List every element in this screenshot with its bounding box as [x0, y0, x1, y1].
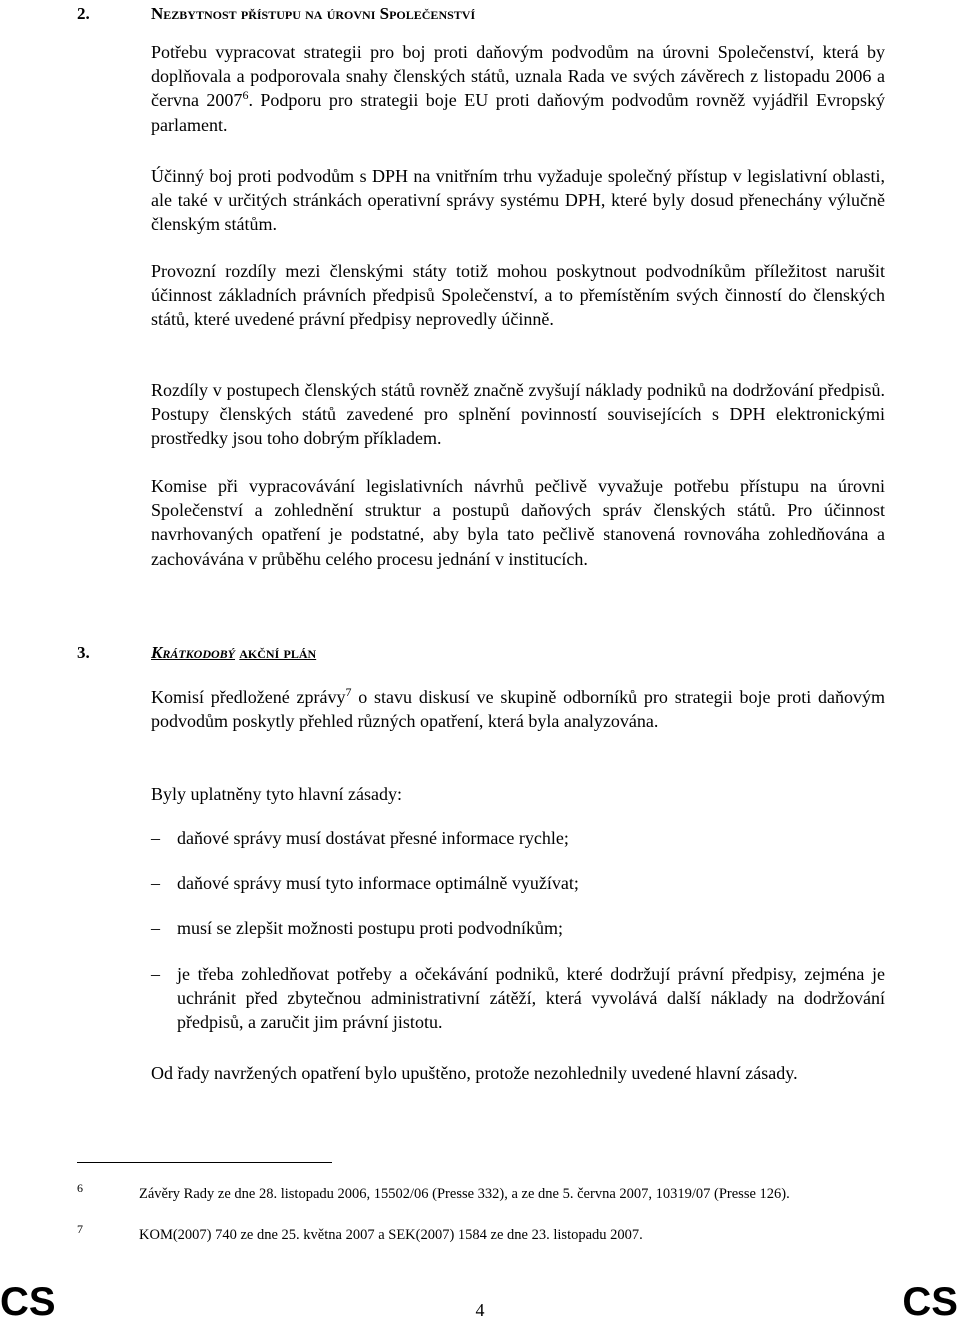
- footnote-ref-7[interactable]: 7: [345, 685, 352, 699]
- section-2-heading: [77, 4, 897, 24]
- list-item: – musí se zlepšit možnosti postupu proti podvodníkům;: [151, 916, 885, 940]
- section-3-title-italic: Krátkodobý: [151, 643, 236, 662]
- footnote-ref-6[interactable]: 6: [242, 88, 249, 103]
- list-item: – je třeba zohledňovat potřeby a očekávání podniků, které dodržují právní předpisy, zejména je uchránit před zbytečnou administrativní zátěží, která vyvolává další náklady na dodržování předpisů, a zaručit jim právní jistotu.: [151, 963, 885, 1033]
- footer-language-right: CS: [902, 1280, 958, 1324]
- section-3-title: [151, 643, 316, 663]
- section-2-number: 2.: [77, 4, 90, 23]
- page-number: 4: [475, 1300, 485, 1320]
- principles-list: [151, 826, 885, 1055]
- dash-bullet-icon: –: [151, 918, 160, 939]
- section-2-paragraph-1: Potřebu vypracovat strategii pro boj proti daňovým podvodům na úrovni Společenství, která by doplňovala a podporovala snahy členských států, uznala Rada ve svých závěrech z listopadu 2006 a června 2007$^6$. Podporu pro strategii boje EU proti daňovým podvodům rovněž vyjádřil Evropský parlament.: [151, 42, 885, 135]
- section-2-paragraph-4: Rozdíly v postupech členských států rovněž značně zvyšují náklady podniků na dodržování předpisů. Postupy členských států zavedené pro splnění povinností souvisejících s DPH elektronickými prostředky jsou toho dobrým příkladem.: [151, 380, 885, 449]
- dash-bullet-icon: –: [151, 963, 160, 984]
- section-2-paragraph-5: Komise při vypracovávání legislativních návrhů pečlivě vyvažuje potřebu přístupu na úrovni Společenství a zohlednění struktur a postupů daňových správ členských států. Pro účinnost navrhovaných opatření je podstatné, aby byla tato pečlivě stanovená rovnováha zohledňována a zachovávána v průběhu celého procesu jednání v institucích.: [151, 476, 885, 569]
- footnote-separator: [77, 1162, 332, 1163]
- section-2-paragraph-3: Provozní rozdíly mezi členskými státy totiž mohou poskytnout podvodníkům příležitost narušit účinnost základních právních předpisů Společenství, a to přemístěním svých činností do členských států, které uvedené právní předpisy neprovedly účinně.: [151, 261, 885, 330]
- section-2-title: Nezbytnost přístupu na úrovni Společenství: [151, 4, 476, 23]
- principles-lead: Byly uplatněny tyto hlavní zásady:: [151, 784, 402, 804]
- footnote-6-mark: 6: [77, 1181, 83, 1195]
- section-3-closing: Od řady navržených opatření bylo upuštěno, protože nezohlednily uvedené hlavní zásady.: [151, 1063, 798, 1083]
- list-item: – daňové správy musí tyto informace optimálně využívat;: [151, 871, 885, 895]
- dash-bullet-icon: –: [151, 873, 160, 894]
- list-item: – daňové správy musí dostávat přesné informace rychle;: [151, 826, 885, 850]
- footnote-7-text: KOM(2007) 740 ze dne 25. května 2007 a SEK(2007) 1584 ze dne 23. listopadu 2007.: [139, 1227, 643, 1243]
- section-2-paragraph-2: Účinný boj proti podvodům s DPH na vnitřním trhu vyžaduje společný přístup v legislativní oblasti, ale také v určitých stránkách operativní správy systému DPH, které byly dosud přenechány výlučně členským státům.: [151, 166, 885, 235]
- footnote-6-text: Závěry Rady ze dne 28. listopadu 2006, 15502/06 (Presse 332), a ze dne 5. června 2007, 10319/07 (Presse 126).: [139, 1186, 790, 1202]
- footnote-7-mark: 7: [77, 1222, 83, 1236]
- section-3-number: 3.: [77, 643, 90, 662]
- dash-bullet-icon: –: [151, 828, 160, 848]
- section-3-heading: [77, 643, 897, 663]
- section-3-intro: Komisí předložené zprávy$^7$ o stavu diskusí ve skupině odborníků pro strategii boje proti daňovým podvodům poskytly přehled různých opatření, která byla analyzována.: [151, 685, 885, 732]
- section-3-title-rest: akční plán: [239, 643, 317, 662]
- footer-language-left: CS: [0, 1280, 56, 1324]
